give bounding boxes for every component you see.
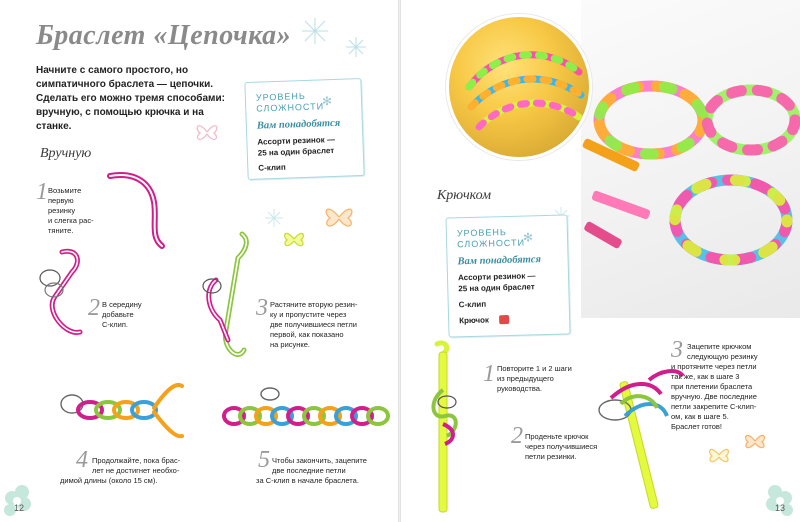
butterfly-icon	[743, 430, 767, 452]
section-title-hook: Крючком	[437, 188, 492, 203]
step-line: через получившиеся	[525, 442, 598, 451]
step-line: тяните.	[48, 226, 74, 235]
step-line: добавьте	[102, 310, 134, 319]
step-line: Браслет готов!	[671, 422, 722, 431]
step-2-illustration	[32, 246, 92, 346]
need-title: Вам понадобятся	[457, 254, 542, 268]
step-line: Продолжайте, пока брас-	[92, 456, 181, 465]
need-item: Крючок	[459, 315, 490, 326]
step-text	[525, 432, 597, 462]
step-line: димой длины (около 15 см).	[60, 476, 158, 485]
difficulty-box	[445, 214, 570, 337]
need-item: Ассорти резинок —	[457, 271, 536, 283]
hand-photo	[446, 14, 592, 160]
step-text	[60, 456, 180, 486]
step-line: и слегка рас-	[48, 216, 94, 225]
page-title: Браслет «Цепочка»	[36, 20, 292, 51]
step-number: 2	[511, 423, 523, 449]
step-line: С-клип.	[102, 320, 128, 329]
step-line: петли закрепите С-клип-	[671, 402, 757, 411]
step-text	[48, 186, 94, 236]
difficulty-box	[244, 78, 364, 180]
step-line: руководства.	[497, 384, 542, 393]
level-label: УРОВЕНЬ	[456, 227, 507, 239]
step-line: резинку	[48, 206, 76, 215]
step-text	[102, 300, 142, 330]
step-number: 1	[36, 179, 48, 205]
step-line: на рисунке.	[270, 340, 311, 349]
step-number: 3	[671, 337, 683, 363]
step-line: вручную. Две последние	[671, 392, 757, 401]
step-line: Проденьте крючок	[525, 432, 589, 441]
need-item: Ассорти резинок —	[257, 134, 336, 147]
step-line: Повторите 1 и 2 шаги	[497, 364, 572, 373]
section-title-manual: Вручную	[40, 146, 92, 161]
intro-text: Начните с самого простого, но симпатичного браслета — цепочки. Сделать его можно тремя способами: вручную, с помощью крючка и на станке.	[36, 65, 225, 132]
step-1-illustration	[102, 172, 172, 252]
step-3-illustration	[198, 230, 258, 370]
step-number: 2	[88, 295, 100, 321]
step-line: петли резинки.	[525, 452, 577, 461]
step-line: две последние петли	[272, 466, 346, 475]
step-number: 5	[258, 447, 270, 473]
step-line: следующую резинку	[687, 352, 758, 361]
step-line: Чтобы закончить, зацепите	[272, 456, 367, 465]
step-line: при плетении браслета	[671, 382, 753, 391]
step-line: так же, как в шаге 3	[671, 372, 740, 381]
step-number: 3	[256, 295, 268, 321]
page-number: 12	[14, 503, 25, 513]
need-item: С-клип	[258, 162, 286, 173]
step-line: две получившиеся петли	[270, 320, 357, 329]
snowflake-icon	[264, 208, 284, 228]
step-line: и протяните через петли	[671, 362, 757, 371]
need-title: Вам понадобятся	[256, 117, 341, 132]
need-item: 25 на один браслет	[458, 282, 535, 294]
step-text	[671, 342, 758, 432]
step-5-illustration	[220, 386, 390, 446]
level-label-2: СЛОЖНОСТИ	[457, 237, 526, 250]
step-line: В середину	[102, 300, 142, 309]
step-line: первую	[48, 196, 74, 205]
step-text	[497, 364, 572, 394]
page-number: 13	[775, 503, 786, 513]
butterfly-icon	[282, 228, 306, 250]
snowflake-icon	[300, 16, 330, 46]
right-page	[401, 0, 800, 522]
step-line: ом, как в шаге 5.	[671, 412, 729, 421]
hook-icon	[429, 340, 489, 520]
step-text	[256, 456, 367, 486]
level-label: УРОВЕНЬ	[255, 90, 306, 103]
need-item: 25 на один браслет	[257, 145, 335, 158]
butterfly-icon	[322, 202, 356, 232]
hook-badge-icon	[499, 315, 509, 324]
snowflake-icon	[345, 36, 367, 58]
butterfly-icon	[194, 120, 220, 144]
bracelets-photo	[581, 0, 800, 318]
butterfly-icon	[707, 444, 731, 466]
level-label-2: СЛОЖНОСТИ	[256, 101, 325, 114]
left-page	[0, 0, 398, 522]
step-line: за С-клип в начале браслета.	[256, 476, 359, 485]
step-line: из предыдущего	[497, 374, 554, 383]
step-line: Зацепите крючком	[687, 342, 752, 351]
step-number: 1	[483, 361, 495, 387]
step-line: Растяните вторую резин-	[270, 300, 358, 309]
step-4-illustration	[56, 380, 186, 450]
step-line: Возьмите	[48, 186, 82, 195]
level-star-icon: ✻	[522, 230, 534, 245]
step-line: ку и пропустите через	[270, 310, 347, 319]
step-number: 4	[76, 447, 88, 473]
step-line: лет не достигнет необхо-	[92, 466, 180, 475]
step-text	[270, 300, 357, 350]
level-star-icon: ✻	[321, 94, 333, 109]
need-item: С-клип	[458, 299, 487, 310]
step-line: первой, как показано	[270, 330, 344, 339]
